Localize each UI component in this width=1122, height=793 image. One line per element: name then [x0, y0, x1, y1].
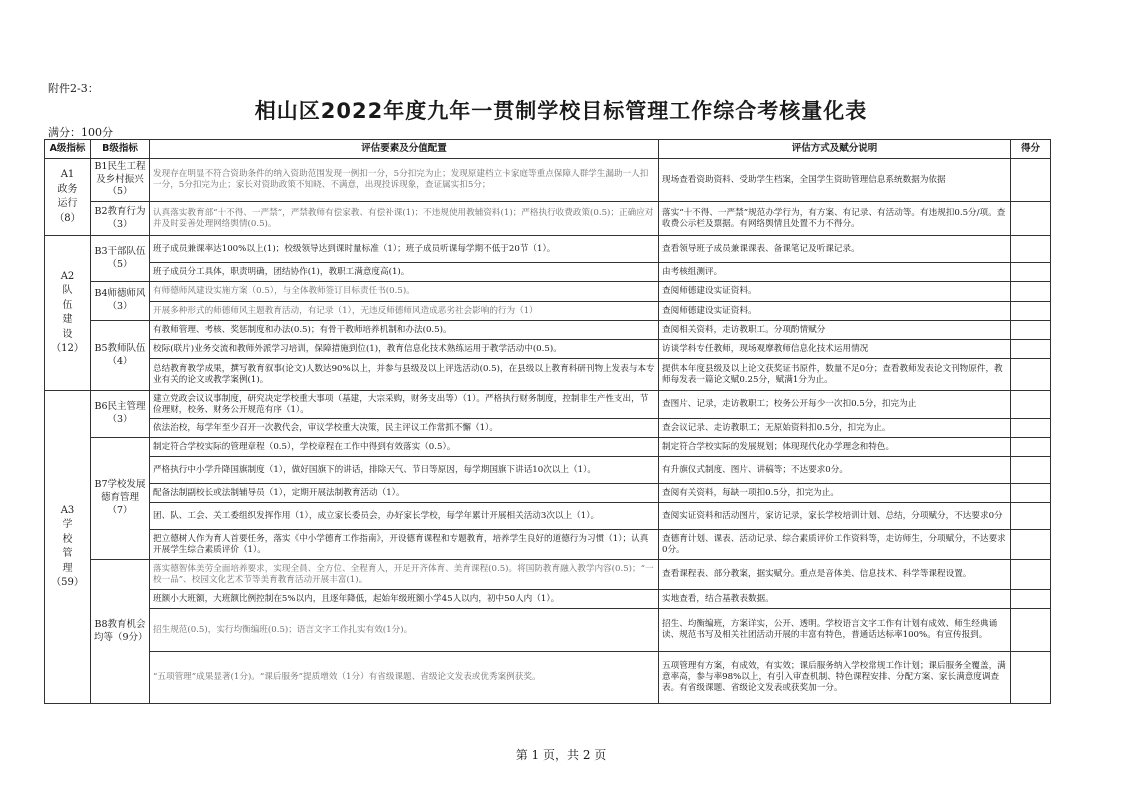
b4-cell: B4师德师风（3）: [91, 282, 150, 321]
score-cell[interactable]: [1011, 484, 1051, 503]
requirement-cell: 总结教育教学成果，撰写教育叙事(论文)人数达90%以上，并参与县级及以上评选活动(0.5)，在县级以上教育科研刊物上发表与本专业有关的论文或教学案例(1)。: [150, 359, 659, 391]
table-row: [45, 484, 1051, 503]
b3-cell: B3干部队伍（5）: [91, 236, 150, 282]
method-cell: 提供本年度县级及以上论文获奖证书原件，数量不足0分；查看教师发表论文刊物原件，教师每发表一篇论文赋0.25分，赋满1分为止。: [659, 359, 1011, 391]
b6-cell: B6民主管理（3）: [91, 391, 150, 438]
score-cell[interactable]: [1011, 609, 1051, 652]
score-cell[interactable]: [1011, 302, 1051, 321]
b1-cell: B1民生工程及乡村振兴（5）: [91, 159, 150, 202]
page-number: 第 1 页，共 2 页: [515, 748, 607, 762]
method-cell: 由考核组测评。: [659, 263, 1011, 282]
score-cell[interactable]: [1011, 359, 1051, 391]
assessment-table: [44, 139, 1051, 704]
score-cell[interactable]: [1011, 159, 1051, 202]
requirement-cell: 配备法制副校长或法制辅导员（1），定期开展法制教育活动（1）。: [150, 484, 659, 503]
header-a-level: A级指标: [45, 140, 91, 159]
full-score-label: 满分：100分: [48, 126, 113, 139]
header-b-level: B级指标: [91, 140, 150, 159]
attachment-label: 附件2-3：: [48, 82, 99, 95]
table-row: [45, 302, 1051, 321]
score-cell[interactable]: [1011, 503, 1051, 530]
method-cell: 制定符合学校实际的发展规划；体现现代化办学理念和特色。: [659, 438, 1011, 457]
a3-cell: A3 学 校 管 理 （59）: [45, 391, 91, 704]
table-row: [45, 202, 1051, 236]
requirement-cell: 班额小大班额，大班额比例控制在5%以内，且逐年降低，起始年级班额小学45人以内，初中50人内（1）。: [150, 590, 659, 609]
method-cell: 查会议记录、走访教职工；无原始资料扣0.5分，扣完为止。: [659, 419, 1011, 438]
requirement-cell: 开展多种形式的师德师风主题教育活动，有记录（1），无违反师德师风造成恶劣社会影响的行为（1）: [150, 302, 659, 321]
table-header-row: [45, 140, 1051, 159]
table-row: [45, 340, 1051, 359]
score-cell[interactable]: [1011, 236, 1051, 263]
requirement-cell: 把立德树人作为育人首要任务，落实《中小学德育工作指南》，开设德育课程和专题教育，培养学生良好的道德行为习惯（1）；认真开展学生综合素质评价（1）。: [150, 530, 659, 560]
table-row: [45, 282, 1051, 302]
table-row: [45, 419, 1051, 438]
score-cell[interactable]: [1011, 263, 1051, 282]
table-row: [45, 457, 1051, 484]
score-cell[interactable]: [1011, 560, 1051, 590]
table-row: [45, 263, 1051, 282]
score-cell[interactable]: [1011, 438, 1051, 457]
requirement-cell: 班子成员分工具体，职责明确，团结协作(1)，教职工满意度高(1)。: [150, 263, 659, 282]
method-cell: 查图片、记录，走访教职工；校务公开每少一次扣0.5分，扣完为止: [659, 391, 1011, 419]
score-cell[interactable]: [1011, 282, 1051, 302]
b2-cell: B2教育行为（3）: [91, 202, 150, 236]
requirement-cell: 严格执行中小学升降国旗制度（1），做好国旗下的讲话，排除天气、节日等原因，每学期国旗下讲话10次以上（1）。: [150, 457, 659, 484]
score-cell[interactable]: [1011, 419, 1051, 438]
score-cell[interactable]: [1011, 391, 1051, 419]
table-row: [45, 503, 1051, 530]
requirement-cell: 发现存在明显不符合资助条件的纳入资助范围发现一例扣一分，5分扣完为止；发现原建档立卡家庭等重点保障人群学生漏助一人扣一分，5分扣完为止；家长对资助政策不知晓、不满意，出现投诉现象，查证属实扣5分；: [150, 159, 659, 202]
table-row: [45, 236, 1051, 263]
method-cell: 查阅相关资料，走访教职工。分项酌情赋分: [659, 321, 1011, 340]
b7-cell: B7学校发展德育管理（7）: [91, 438, 150, 560]
requirement-cell: 制定符合学校实际的管理章程（0.5），学校章程在工作中得到有效落实（0.5）。: [150, 438, 659, 457]
requirement-cell: 依法治校，每学年至少召开一次教代会，审议学校重大决策，民主评议工作常抓不懈（1）。: [150, 419, 659, 438]
table-row: [45, 652, 1051, 704]
method-cell: 查看课程表、部分教案，据实赋分。重点是音体美、信息技术、科学等课程设置。: [659, 560, 1011, 590]
score-cell[interactable]: [1011, 530, 1051, 560]
method-cell: 查阅师德建设实证资料。: [659, 282, 1011, 302]
score-cell[interactable]: [1011, 652, 1051, 704]
table-row: [45, 159, 1051, 202]
requirement-cell: 班子成员兼课率达100%以上(1)；校级领导达到课时量标准（1）；班子成员听课每学期不低于20节（1）。: [150, 236, 659, 263]
table-row: [45, 609, 1051, 652]
requirement-cell: 团、队、工会、关工委组织发挥作用（1），成立家长委员会，办好家长学校，每学年累计开展相关活动3次以上（1）。: [150, 503, 659, 530]
method-cell: 有升旗仪式制度、图片、讲稿等；不达要求0分。: [659, 457, 1011, 484]
table-row: [45, 530, 1051, 560]
requirement-cell: 落实德智体美劳全面培养要求，实现全員、全方位、全程育人，开足开齐体育、美育课程(0.5)。将国防教育融入教学内容(0.5)；“一校一品”、校园文化艺术节等美育教育活动开展丰富(1)。: [150, 560, 659, 590]
document-title: 相山区2022年度九年一贯制学校目标管理工作综合考核量化表: [254, 99, 868, 123]
table-row: [45, 391, 1051, 419]
requirement-cell: “五项管理”成果显著(1分)。“课后服务”提质增效（1分）有省级课题、省级论文发表或优秀案例获奖。: [150, 652, 659, 704]
header-score: 得分: [1011, 140, 1051, 159]
method-cell: 查德育计划、课表、活动记录、综合素质评价工作资料等，走访师生，分项赋分，不达要求0分。: [659, 530, 1011, 560]
score-cell[interactable]: [1011, 457, 1051, 484]
table-row: [45, 321, 1051, 340]
method-cell: 五项管理有方案，有成效，有实效；课后服务纳入学校常规工作计划；课后服务全覆盖，满意率高，参与率98%以上，有引入审查机制、特色课程安排、分配方案、家长满意度调查表。有省级课题、省级论文发表或获奖加一分。: [659, 652, 1011, 704]
table-row: [45, 438, 1051, 457]
header-method: 评估方式及赋分说明: [659, 140, 1011, 159]
b5-cell: B5教师队伍（4）: [91, 321, 150, 391]
requirement-cell: 校际(联片)业务交流和教师外派学习培训，保障措施到位(1)，教育信息化技术熟练运用于教学活动中(0.5)。: [150, 340, 659, 359]
header-requirements: 评估要素及分值配置: [150, 140, 659, 159]
method-cell: 查阅实证资料和活动图片，家访记录，家长学校培训计划、总结，分项赋分，不达要求0分: [659, 503, 1011, 530]
table-row: [45, 359, 1051, 391]
b8-cell: B8教育机会均等（9分）: [91, 560, 150, 704]
table-row: [45, 560, 1051, 590]
requirement-cell: 有教师管理、考核、奖惩制度和办法(0.5)；有骨干教师培养机制和办法(0.5)。: [150, 321, 659, 340]
requirement-cell: 认真落实教育部“十不得、一严禁”，严禁教师有偿家教、有偿补课(1)；不违规使用教辅资料(1)；严格执行收费政策(0.5)；正确应对并及时妥善处理网络舆情(0.5)。: [150, 202, 659, 236]
method-cell: 实地查看，结合基教表数据。: [659, 590, 1011, 609]
method-cell: 访谈学科专任教师，现场观摩教师信息化技术运用情况: [659, 340, 1011, 359]
score-cell[interactable]: [1011, 202, 1051, 236]
method-cell: 查看领导班子成员兼课课表、备课笔记及听课记录。: [659, 236, 1011, 263]
table-row: [45, 590, 1051, 609]
requirement-cell: 建立党政会议议事制度，研究决定学校重大事项（基建，大宗采购，财务支出等）（1）。严格执行财务制度，控制非生产性支出，节俭理财，校务、财务公开规范有序（1）。: [150, 391, 659, 419]
method-cell: 现场查看资助资料、受助学生档案，全国学生资助管理信息系统数据为依据: [659, 159, 1011, 202]
requirement-cell: 招生规范(0.5)，实行均衡编班(0.5)；语言文字工作扎实有效(1分)。: [150, 609, 659, 652]
a2-cell: A2 队 伍 建 设 （12）: [45, 236, 91, 391]
requirement-cell: 有师德师风建设实施方案（0.5），与全体教师签订目标责任书(0.5)。: [150, 282, 659, 302]
method-cell: 查阅师德建设实证资料。: [659, 302, 1011, 321]
method-cell: 查阅有关资料，每缺一项扣0.5分，扣完为止。: [659, 484, 1011, 503]
score-cell[interactable]: [1011, 590, 1051, 609]
method-cell: 落实“十不得、一严禁”规范办学行为，有方案、有记录、有活动等。有违规扣0.5分/项。查收费公示栏及票据。有网络舆情且处置不力不得分。: [659, 202, 1011, 236]
method-cell: 招生、均衡编班，方案详实，公开、透明。学校语言文字工作有计划有成效、师生经典诵读、规范书写及相关社团活动开展的丰富有特色，普通话达标率100%。有宣传报到。: [659, 609, 1011, 652]
a1-cell: A1 政务 运行 （8）: [45, 159, 91, 236]
score-cell[interactable]: [1011, 340, 1051, 359]
score-cell[interactable]: [1011, 321, 1051, 340]
